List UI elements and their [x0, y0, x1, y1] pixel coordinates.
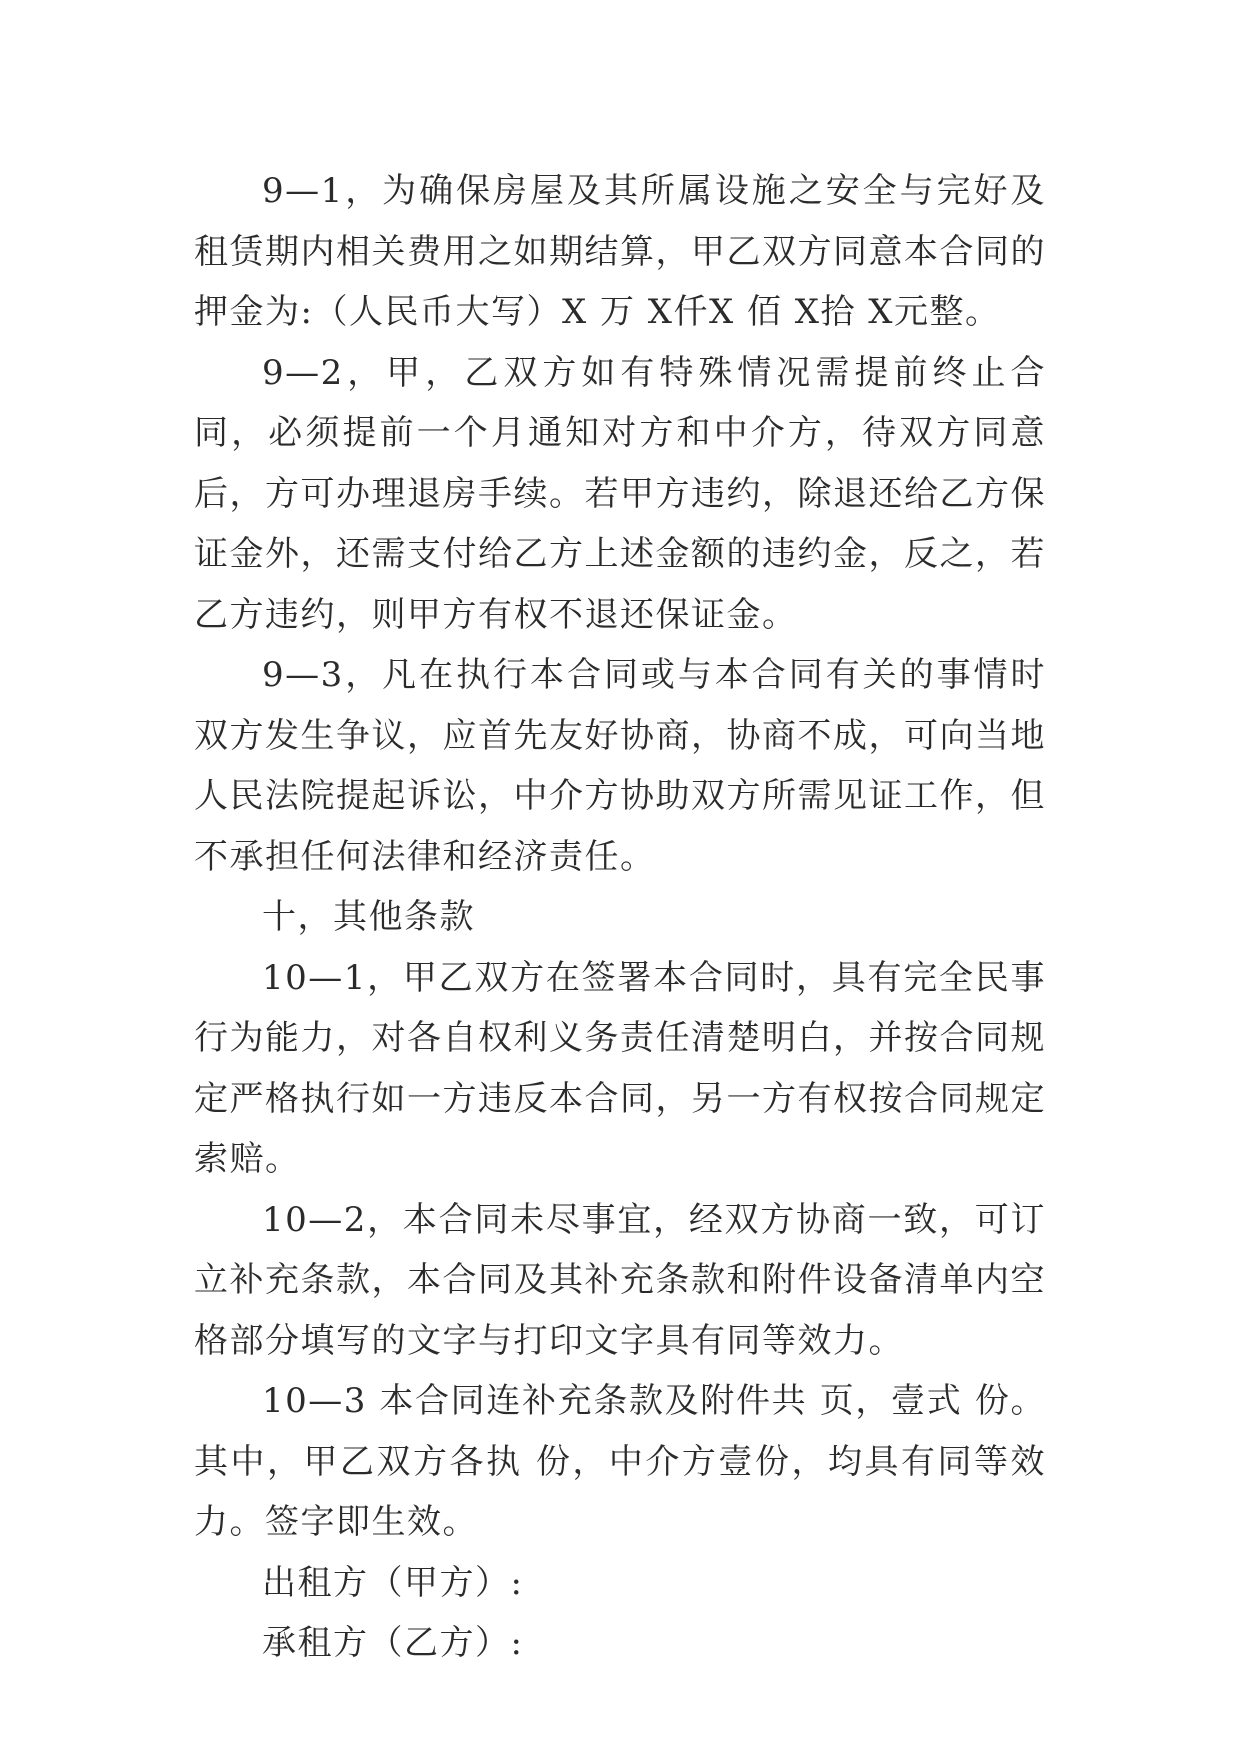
- clause-9-2: 9—2，甲，乙双方如有特殊情况需提前终止合同，必须提前一个月通知对方和中介方，待双方同意后，方可办理退房手续。若甲方违约，除退还给乙方保证金外，还需支付给乙方上述金额的违约金，反之，若乙方违约，则甲方有权不退还保证金。: [194, 352, 1046, 635]
- clause-9-1: 9—1，为确保房屋及其所属设施之安全与完好及租赁期内相关费用之如期结算，甲乙双方同意本合同的押金为:（人民币大写）X 万 X仟X 佰 X拾 X元整。: [194, 171, 1046, 332]
- clause-9-3: 9—3，凡在执行本合同或与本合同有关的事情时双方发生争议，应首先友好协商，协商不成，可向当地人民法院提起诉讼，中介方协助双方所需见证工作，但不承担任何法律和经济责任。: [194, 655, 1046, 877]
- clause-10-3: 10—3 本合同连补充条款及附件共 页，壹式 份。其中，甲乙双方各执 份，中介方壹份，均具有同等效力。签字即生效。: [194, 1381, 1046, 1542]
- section-heading-other-terms: 十，其他条款: [262, 897, 475, 937]
- clause-10-2: 10—2，本合同未尽事宜，经双方协商一致，可订立补充条款，本合同及其补充条款和附件设备清单内空格部分填写的文字与打印文字具有同等效力。: [194, 1199, 1046, 1361]
- clause-10-1: 10—1，甲乙双方在签署本合同时，具有完全民事行为能力，对各自权利义务责任清楚明白，并按合同规定严格执行如一方违反本合同，另一方有权按合同规定索赔。: [194, 957, 1046, 1179]
- lessor-signature-line: 出租方（甲方）:: [262, 1562, 524, 1603]
- lessee-signature-line: 承租方（乙方）:: [262, 1623, 524, 1663]
- document-body: [194, 161, 1046, 1674]
